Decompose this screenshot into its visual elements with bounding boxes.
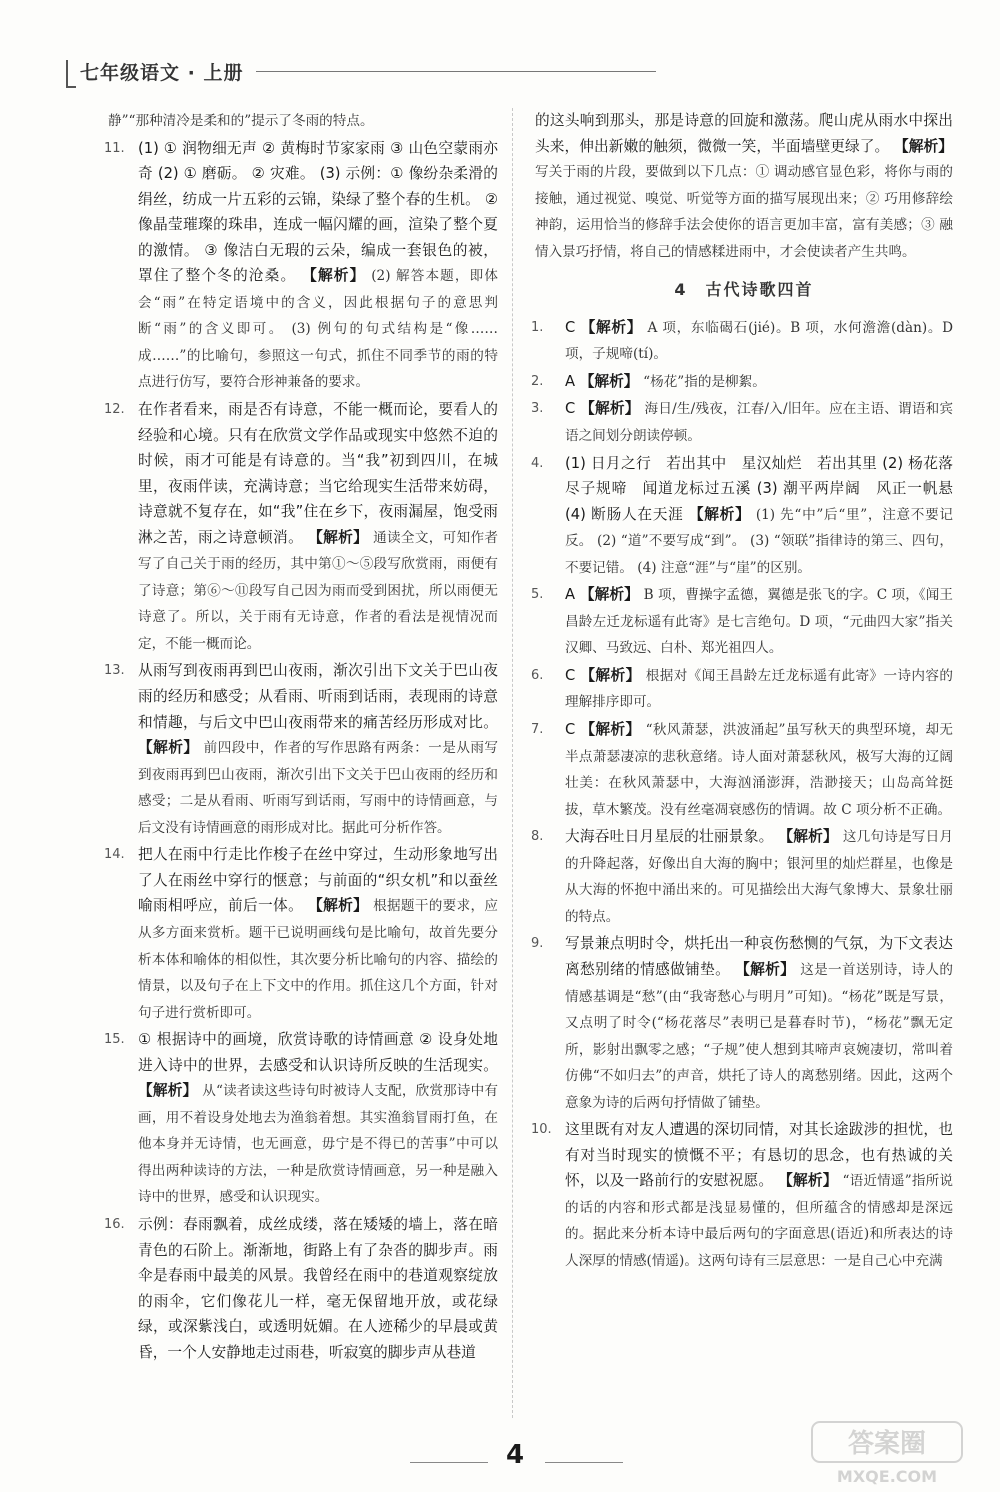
analysis-text: “杨花”指的是柳絮。 (643, 373, 766, 390)
answer-text: ① 根据诗中的画境，欣赏诗歌的诗情画意 ② 设身处地进入诗中的世界，去感受和认识诗所反映的生活现实。 (138, 1031, 498, 1074)
watermark-text: 答案圈 (847, 1429, 927, 1459)
page-header (66, 58, 656, 88)
answer-text: 示例：春雨飘着，成丝成缕，落在矮矮的墙上，落在暗青色的石阶上。渐渐地，街路上有了杂沓的脚步声。雨伞是春雨中最美的风景。我曾经在雨中的巷道观察绽放的雨伞，它们像花儿一样，毫无保留地开放，或花绿绿，或深紫浅白，或透明妩媚。在人迹稀少的早晨或黄昏，一个人安静地走过雨巷，听寂寞的脚步声从巷道 (138, 1215, 498, 1361)
analysis-tag: 【解析】 (580, 721, 641, 739)
analysis-text: 海日/生/残夜，江春/入/旧年。应在主语、谓语和宾语之间划分朗读停顿。 (565, 401, 953, 445)
answer-text: (1) ① 润物细无声 ② 黄梅时节家家雨 ③ 山色空蒙雨亦奇 (2) ① 磨砺。 ② 灾难。 (3) 示例：① 像纷杂柔滑的绢丝，纺成一片五彩的云锦，染绿了整个春的生机。 ② 像晶莹璀璨的珠串，连成一幅闪耀的画，渲染了整个夏的激情。 ③ 像洁白无瑕的云朵，编成一套银色的被，罩住了整个冬的沧桑。 (138, 139, 498, 285)
analysis-text: “语近情遥”指所说的话的内容和形式都是浅显易懂的，但所蕴含的情感却是深远的。据此来分析本诗中最后两句的字面意思(语近)和所表达的诗人深厚的情感(情遥)。这两句诗有三层意思：一是自己心中充满 (565, 1173, 953, 1269)
analysis-text: 通读全文，可知作者写了自己关于雨的经历，其中第①～⑤段写欣赏雨，雨便有了诗意；第⑥～⑪段写自己因为雨而受到困扰，所以雨便无诗意了。所以，关于雨有无诗意，作者的看法是视情况而定，不能一概而论。 (138, 529, 499, 652)
answer-item (531, 1117, 953, 1274)
answer-item (531, 824, 953, 930)
answer-text: 写景兼点明时令，烘托出一种哀伤愁恻的气氛，为下文表达离愁别绪的情感做铺垫。 (565, 935, 953, 978)
item-number: 10. (531, 1122, 552, 1138)
analysis-tag: 【解析】 (308, 528, 369, 546)
item-number: 2. (531, 373, 544, 389)
item-number: 8. (531, 829, 544, 845)
footer-rule-left (410, 1462, 488, 1463)
answer-item (104, 658, 498, 841)
item-number: 1. (531, 319, 544, 335)
answer-item (531, 931, 953, 1116)
answer-text: (1) 日月之行 若出其中 星汉灿烂 若出其里 (2) 杨花落尽子规啼 闻道龙标过五溪 (3) 潮平两岸阔 风正一帆悬 (4) 断肠人在天涯 (565, 454, 953, 523)
answer-text: C (565, 721, 576, 739)
header-rule (256, 71, 656, 72)
answer-item (531, 451, 953, 582)
item-number: 12. (104, 402, 125, 418)
right-continuation (535, 108, 953, 265)
analysis-text: 从“读者读这些诗句时被诗人支配，欣赏那诗中有画，用不着设身处地去为渔翁着想。其实渔翁冒雨打鱼，在他本身并无诗情，也无画意，毋宁是不得已的苦事”中可以得出两种读诗的方法，一种是欣赏诗情画意，另一种是融入诗中的世界，感受和认识现实。 (138, 1083, 498, 1206)
answer-text: A (565, 372, 576, 390)
column-divider (512, 108, 513, 1418)
analysis-tag: 【解析】 (688, 505, 751, 523)
footer-rule-right (545, 1462, 623, 1463)
page-number: 4 (505, 1440, 525, 1470)
analysis-tag: 【解析】 (778, 1172, 838, 1190)
header-title: 七年级语文 · 上册 (80, 62, 244, 84)
analysis-tag: 【解析】 (778, 828, 838, 846)
right-column (531, 108, 954, 1276)
answer-text: A (565, 586, 576, 604)
answer-item (104, 842, 499, 1026)
analysis-text: (2) 解答本题，即体会“雨”在特定语境中的含义，因此根据句子的意思判断“雨”的含义即可。 (3) 例句的句式结构是“像……成……”的比喻句，参照这一句式，抓住不同季节的雨的特点进行仿写，要符合形神兼备的要求。 (138, 268, 498, 391)
item-number: 16. (104, 1216, 125, 1232)
answer-text: 从雨写到夜雨再到巴山夜雨，渐次引出下文关于巴山夜雨的经历和感受；从看雨、听雨到话雨，表现雨的诗意和情趣，与后文中巴山夜雨带来的痛苦经历形成对比。 (138, 662, 498, 731)
answer-item (104, 1027, 498, 1211)
answer-item (531, 582, 953, 662)
item-number: 6. (531, 667, 544, 683)
answer-text: 的这头响到那头，那是诗意的回旋和激荡。爬山虎从雨水中探出头来，伸出新嫩的触须，微微一笑，半面墙壁更绿了。 (535, 112, 953, 155)
answer-text: 在作者看来，雨是否有诗意，不能一概而论，要看人的经验和心境。只有在欣赏文学作品或现实中悠然不迫的时候，雨才可能是有诗意的。当“我”初到四川，在城里，夜雨伴读，充满诗意；当它给现实生活带来妨碍，诗意就不复存在，如“我”住在乡下，夜雨漏屋，饱受雨淋之苦，雨之诗意顿消。 (138, 401, 498, 546)
item-number: 5. (531, 587, 544, 603)
item-number: 4. (531, 455, 544, 471)
analysis-text: (1) 先“中”后“里”，注意不要记反。 (2) “道”不要写成“到”。 (3) “领联”指律诗的第三、四句，不要记错。 (4) 注意“涯”与“崖”的区别。 (565, 506, 953, 576)
item-number: 9. (531, 936, 544, 952)
analysis-tag: 【解析】 (138, 739, 199, 757)
answer-text: C (565, 666, 576, 684)
answer-text: 把人在雨中行走比作梭子在丝中穿过，生动形象地写出了人在雨丝中穿行的惬意；与前面的“织女机”和以蚕丝喻雨相呼应，前后一体。 (138, 846, 498, 915)
item-number: 15. (104, 1032, 125, 1048)
analysis-text: 这几句诗是写日月的升降起落，好像出自大海的胸中；银河里的灿烂群星，也像是从大海的怀抱中涌出来的。可见描绘出大海气象博大、景象壮丽的特点。 (565, 829, 953, 925)
answer-item (104, 136, 498, 396)
answer-item (531, 663, 953, 716)
left-column (104, 108, 499, 1366)
answer-item (104, 397, 499, 657)
answer-text: C (565, 400, 576, 418)
analysis-text: 前四段中，作者的写作思路有两条：一是从雨写到夜雨再到巴山夜雨，渐次引出下文关于巴山夜雨的经历和感受；二是从看雨、听雨写到话雨，写雨中的诗情画意，与后文没有诗情画意的雨形成对比。据此可分析作答。 (138, 740, 498, 836)
analysis-text: 写关于雨的片段，要做到以下几点：① 调动感官显色彩，将你与雨的接触，通过视觉、嗅觉、听觉等方面的描写展现出来；② 巧用修辞绘神韵，运用恰当的修辞手法会使你的语言更加丰富，富有美感；③ 融情入景巧抒情，将自己的情感糅进雨中，才会使读者产生共鸣。 (535, 164, 953, 260)
analysis-tag: 【解析】 (579, 372, 639, 390)
analysis-text: 静”“那种清冷是柔和的”提示了冬雨的特点。 (108, 113, 374, 129)
item-number: 13. (104, 663, 125, 679)
analysis-text: “秋风萧瑟，洪波涌起”虽写秋天的典型环境，却无半点萧瑟凄凉的悲秋意绪。诗人面对萧瑟秋风，极写大海的辽阔壮美：在秋风萧瑟中，大海汹涌澎湃，浩渺接天；山岛高耸挺拔，草木繁茂。没有丝毫凋衰感伤的情调。故 C 项分析不正确。 (565, 722, 953, 818)
analysis-tag: 【解析】 (894, 137, 953, 155)
answer-text: 这里既有对友人遭遇的深切同情，对其长途跋涉的担忧，也有对当时现实的愤慨不平；有恳切的思念，也有热诚的关怀，以及一路前行的安慰祝愿。 (565, 1121, 953, 1190)
analysis-tag: 【解析】 (579, 586, 639, 604)
analysis-tag: 【解析】 (735, 960, 796, 978)
answer-item (531, 396, 953, 449)
analysis-tag: 【解析】 (580, 400, 640, 418)
answer-text: 大海吞吐日月星辰的壮丽景象。 (565, 828, 774, 846)
section-title: 4 古代诗歌四首 (674, 280, 814, 300)
answer-item (531, 369, 953, 396)
analysis-tag: 【解析】 (308, 897, 369, 915)
analysis-tag: 【解析】 (302, 267, 366, 285)
analysis-text: A 项，东临碣石(jié)。B 项，水何澹澹(dàn)。D 项，子规啼(tí)。 (565, 319, 954, 363)
right-items (531, 315, 954, 1275)
answer-text: C (565, 318, 576, 336)
answer-item (104, 1212, 498, 1365)
item-number: 11. (104, 140, 125, 156)
analysis-text: 根据题干的要求，应从多方面来赏析。题干已说明画线句是比喻句，故首先要分析本体和喻体的相似性，其次要分析比喻句的内容、描绘的情景，以及句子在上下文中的作用。抓住这几个方面，针对句子进行赏析即可。 (138, 898, 499, 1021)
analysis-text: B 项，曹操字孟德，翼德是张飞的字。C 项，《闻王昌龄左迁龙标遥有此寄》是七言绝句。D 项，“元曲四大家”指关汉卿、马致远、白朴、郑光祖四人。 (565, 587, 953, 657)
analysis-tag: 【解析】 (580, 666, 641, 684)
item-number: 7. (531, 722, 544, 738)
item-number: 3. (531, 401, 544, 417)
header-bracket (66, 60, 76, 88)
watermark-logo (810, 1418, 970, 1488)
analysis-tag: 【解析】 (138, 1082, 198, 1100)
answer-item (531, 717, 953, 823)
analysis-text: 这是一首送别诗，诗人的情感基调是“愁”(由“我寄愁心与明月”可知)。“杨花”既是写景，又点明了时令(“杨花落尽”表明已是暮春时节)，“杨花”飘无定所，影射出飘零之感；“子规”使人想到其啼声哀婉凄切，常叫着仿佛“不如归去”的声音，烘托了诗人的离愁别绪。因此，这两个意象为诗的后两句抒情做了铺垫。 (565, 961, 953, 1111)
answer-item (531, 315, 954, 368)
analysis-text: 根据对《闻王昌龄左迁龙标遥有此寄》一诗内容的理解排序即可。 (565, 667, 953, 711)
analysis-tag: 【解析】 (580, 318, 643, 336)
item-number: 14. (104, 847, 125, 863)
watermark-site: MXQE.COM (836, 1467, 938, 1486)
answer-item (108, 108, 498, 135)
